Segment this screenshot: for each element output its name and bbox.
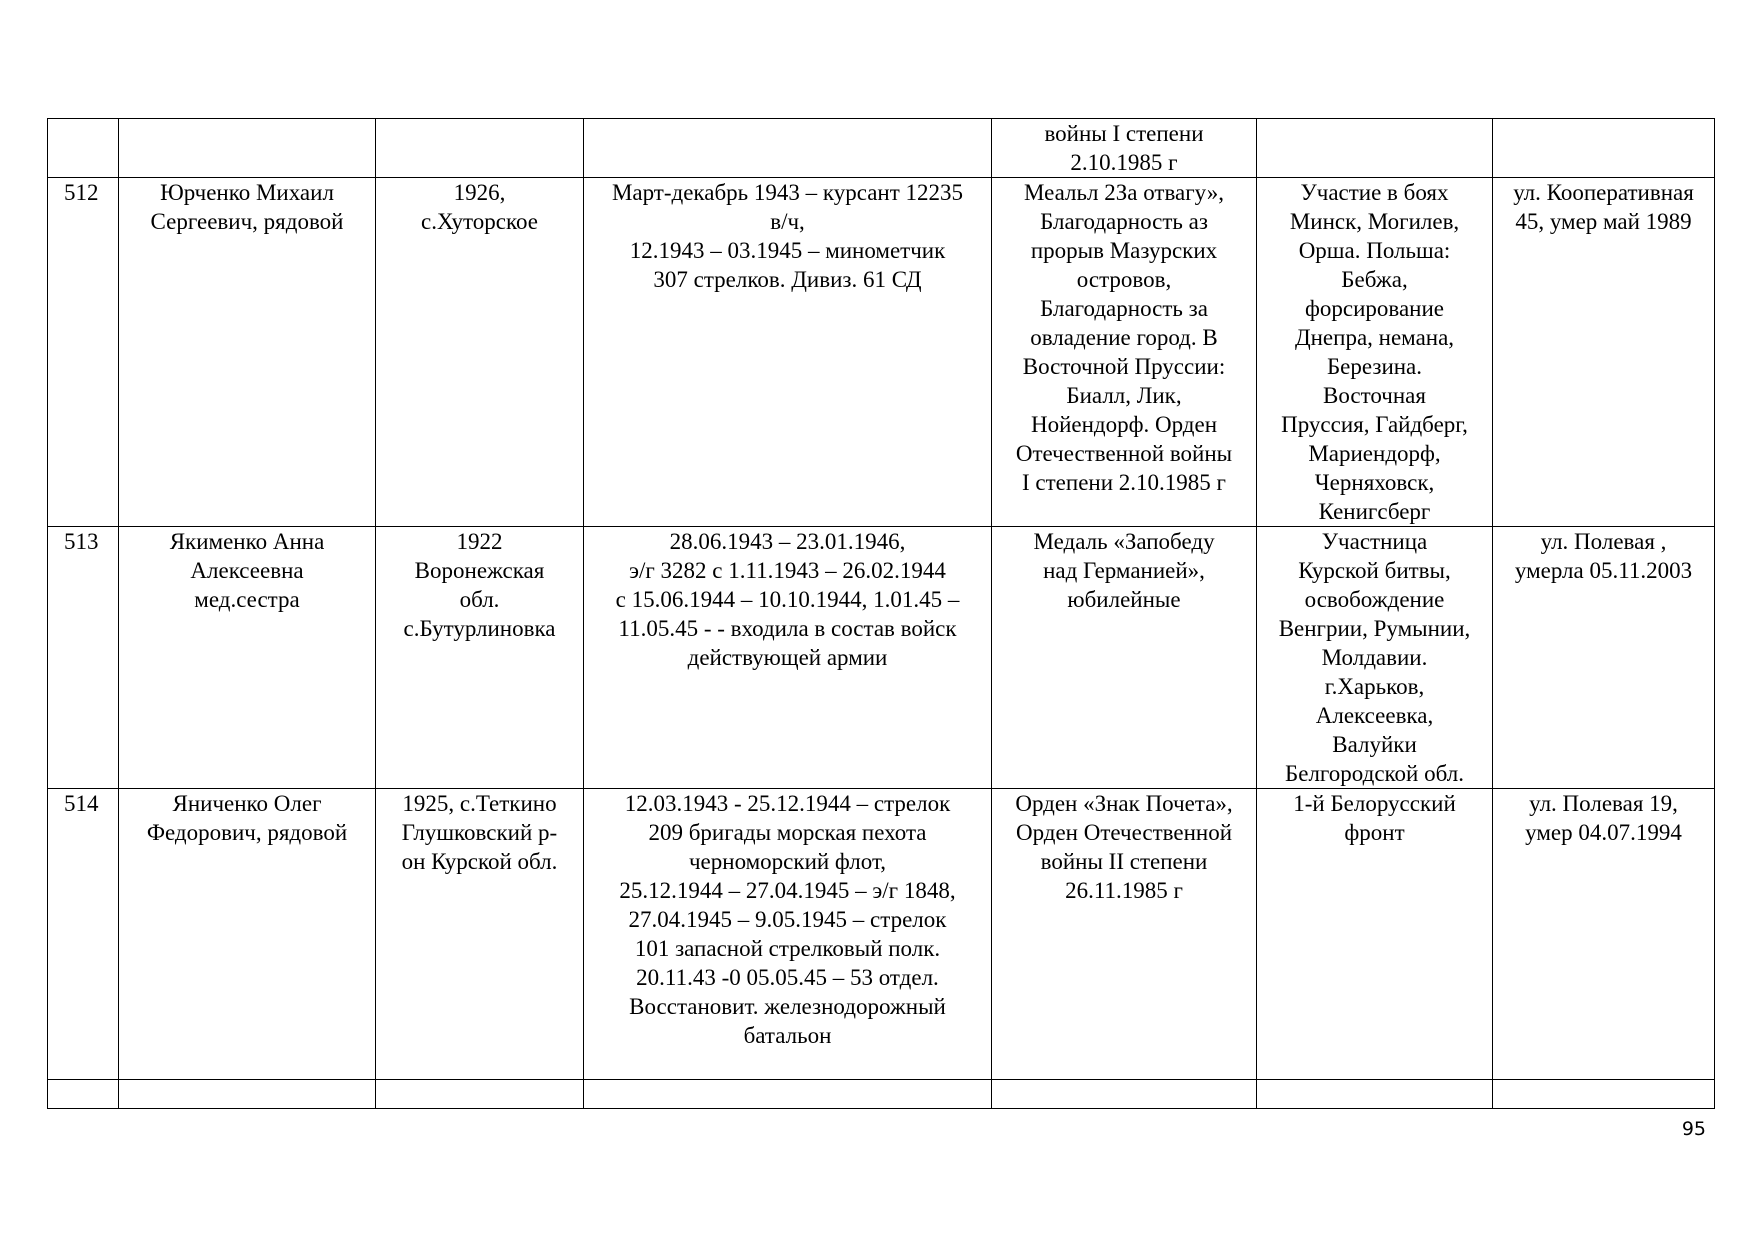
cell-battles: 1-й Белорусский фронт xyxy=(1257,789,1493,1080)
cell-awards xyxy=(992,1080,1257,1109)
cell-battles: Участница Курской битвы, освобождение Венгрии, Румынии, Молдавии. г.Харьков, Алексеевка, Валуйки Белгородской обл. xyxy=(1257,527,1493,789)
cell-name xyxy=(119,1080,376,1109)
table-row xyxy=(48,119,1715,178)
cell-number: 512 xyxy=(48,178,119,527)
cell-address: ул. Полевая 19, умер 04.07.1994 xyxy=(1493,789,1715,1080)
cell-address xyxy=(1493,119,1715,178)
cell-number: 514 xyxy=(48,789,119,1080)
cell-birth: 1922 Воронежская обл. с.Бутурлиновка xyxy=(376,527,584,789)
table-row xyxy=(48,527,1715,789)
cell-number xyxy=(48,1080,119,1109)
table-row xyxy=(48,789,1715,1080)
cell-battles xyxy=(1257,119,1493,178)
cell-awards: Медаль «Запобеду над Германией», юбилейные xyxy=(992,527,1257,789)
cell-service: 12.03.1943 - 25.12.1944 – стрелок 209 бригады морская пехота черноморский флот, 25.12.1944 – 27.04.1945 – э/г 1848, 27.04.1945 – 9.05.1945 – стрелок 101 запасной стрелковый полк. 20.11.43 -0 05.05.45 – 53 отдел. Восстановит. железнодорожный батальон xyxy=(584,789,992,1080)
cell-address xyxy=(1493,1080,1715,1109)
cell-address: ул. Полевая , умерла 05.11.2003 xyxy=(1493,527,1715,789)
cell-awards: Меальл 2За отвагу», Благодарность аз прорыв Мазурских островов, Благодарность за овладение город. В Восточной Пруссии: Биалл, Лик, Нойендорф. Орден Отечественной войны I степени 2.10.1985 г xyxy=(992,178,1257,527)
cell-awards: Орден «Знак Почета», Орден Отечественной войны II степени 26.11.1985 г xyxy=(992,789,1257,1080)
cell-awards: войны I степени 2.10.1985 г xyxy=(992,119,1257,178)
cell-birth xyxy=(376,119,584,178)
cell-name: Юрченко Михаил Сергеевич, рядовой xyxy=(119,178,376,527)
cell-number: 513 xyxy=(48,527,119,789)
cell-service: 28.06.1943 – 23.01.1946, э/г 3282 с 1.11.1943 – 26.02.1944 с 15.06.1944 – 10.10.1944, 1.01.45 – 11.05.45 - - входила в состав войск действующей армии xyxy=(584,527,992,789)
cell-birth: 1926, с.Хуторское xyxy=(376,178,584,527)
cell-service xyxy=(584,1080,992,1109)
page-number: 95 xyxy=(1681,1118,1706,1140)
cell-address: ул. Кооперативная 45, умер май 1989 xyxy=(1493,178,1715,527)
cell-name: Якименко Анна Алексеевна мед.сестра xyxy=(119,527,376,789)
cell-name xyxy=(119,119,376,178)
cell-service xyxy=(584,119,992,178)
table-row xyxy=(48,178,1715,527)
cell-battles xyxy=(1257,1080,1493,1109)
cell-birth xyxy=(376,1080,584,1109)
cell-number xyxy=(48,119,119,178)
cell-name: Яниченко Олег Федорович, рядовой xyxy=(119,789,376,1080)
table-row xyxy=(48,1080,1715,1109)
cell-birth: 1925, с.Теткино Глушковский р- он Курской обл. xyxy=(376,789,584,1080)
veterans-table xyxy=(47,118,1715,1109)
cell-battles: Участие в боях Минск, Могилев, Орша. Польша: Бебжа, форсирование Днепра, немана, Березина. Восточная Пруссия, Гайдберг, Мариендорф, Черняховск, Кенигсберг xyxy=(1257,178,1493,527)
cell-service: Март-декабрь 1943 – курсант 12235 в/ч, 12.1943 – 03.1945 – минометчик 307 стрелков. Дивиз. 61 СД xyxy=(584,178,992,527)
